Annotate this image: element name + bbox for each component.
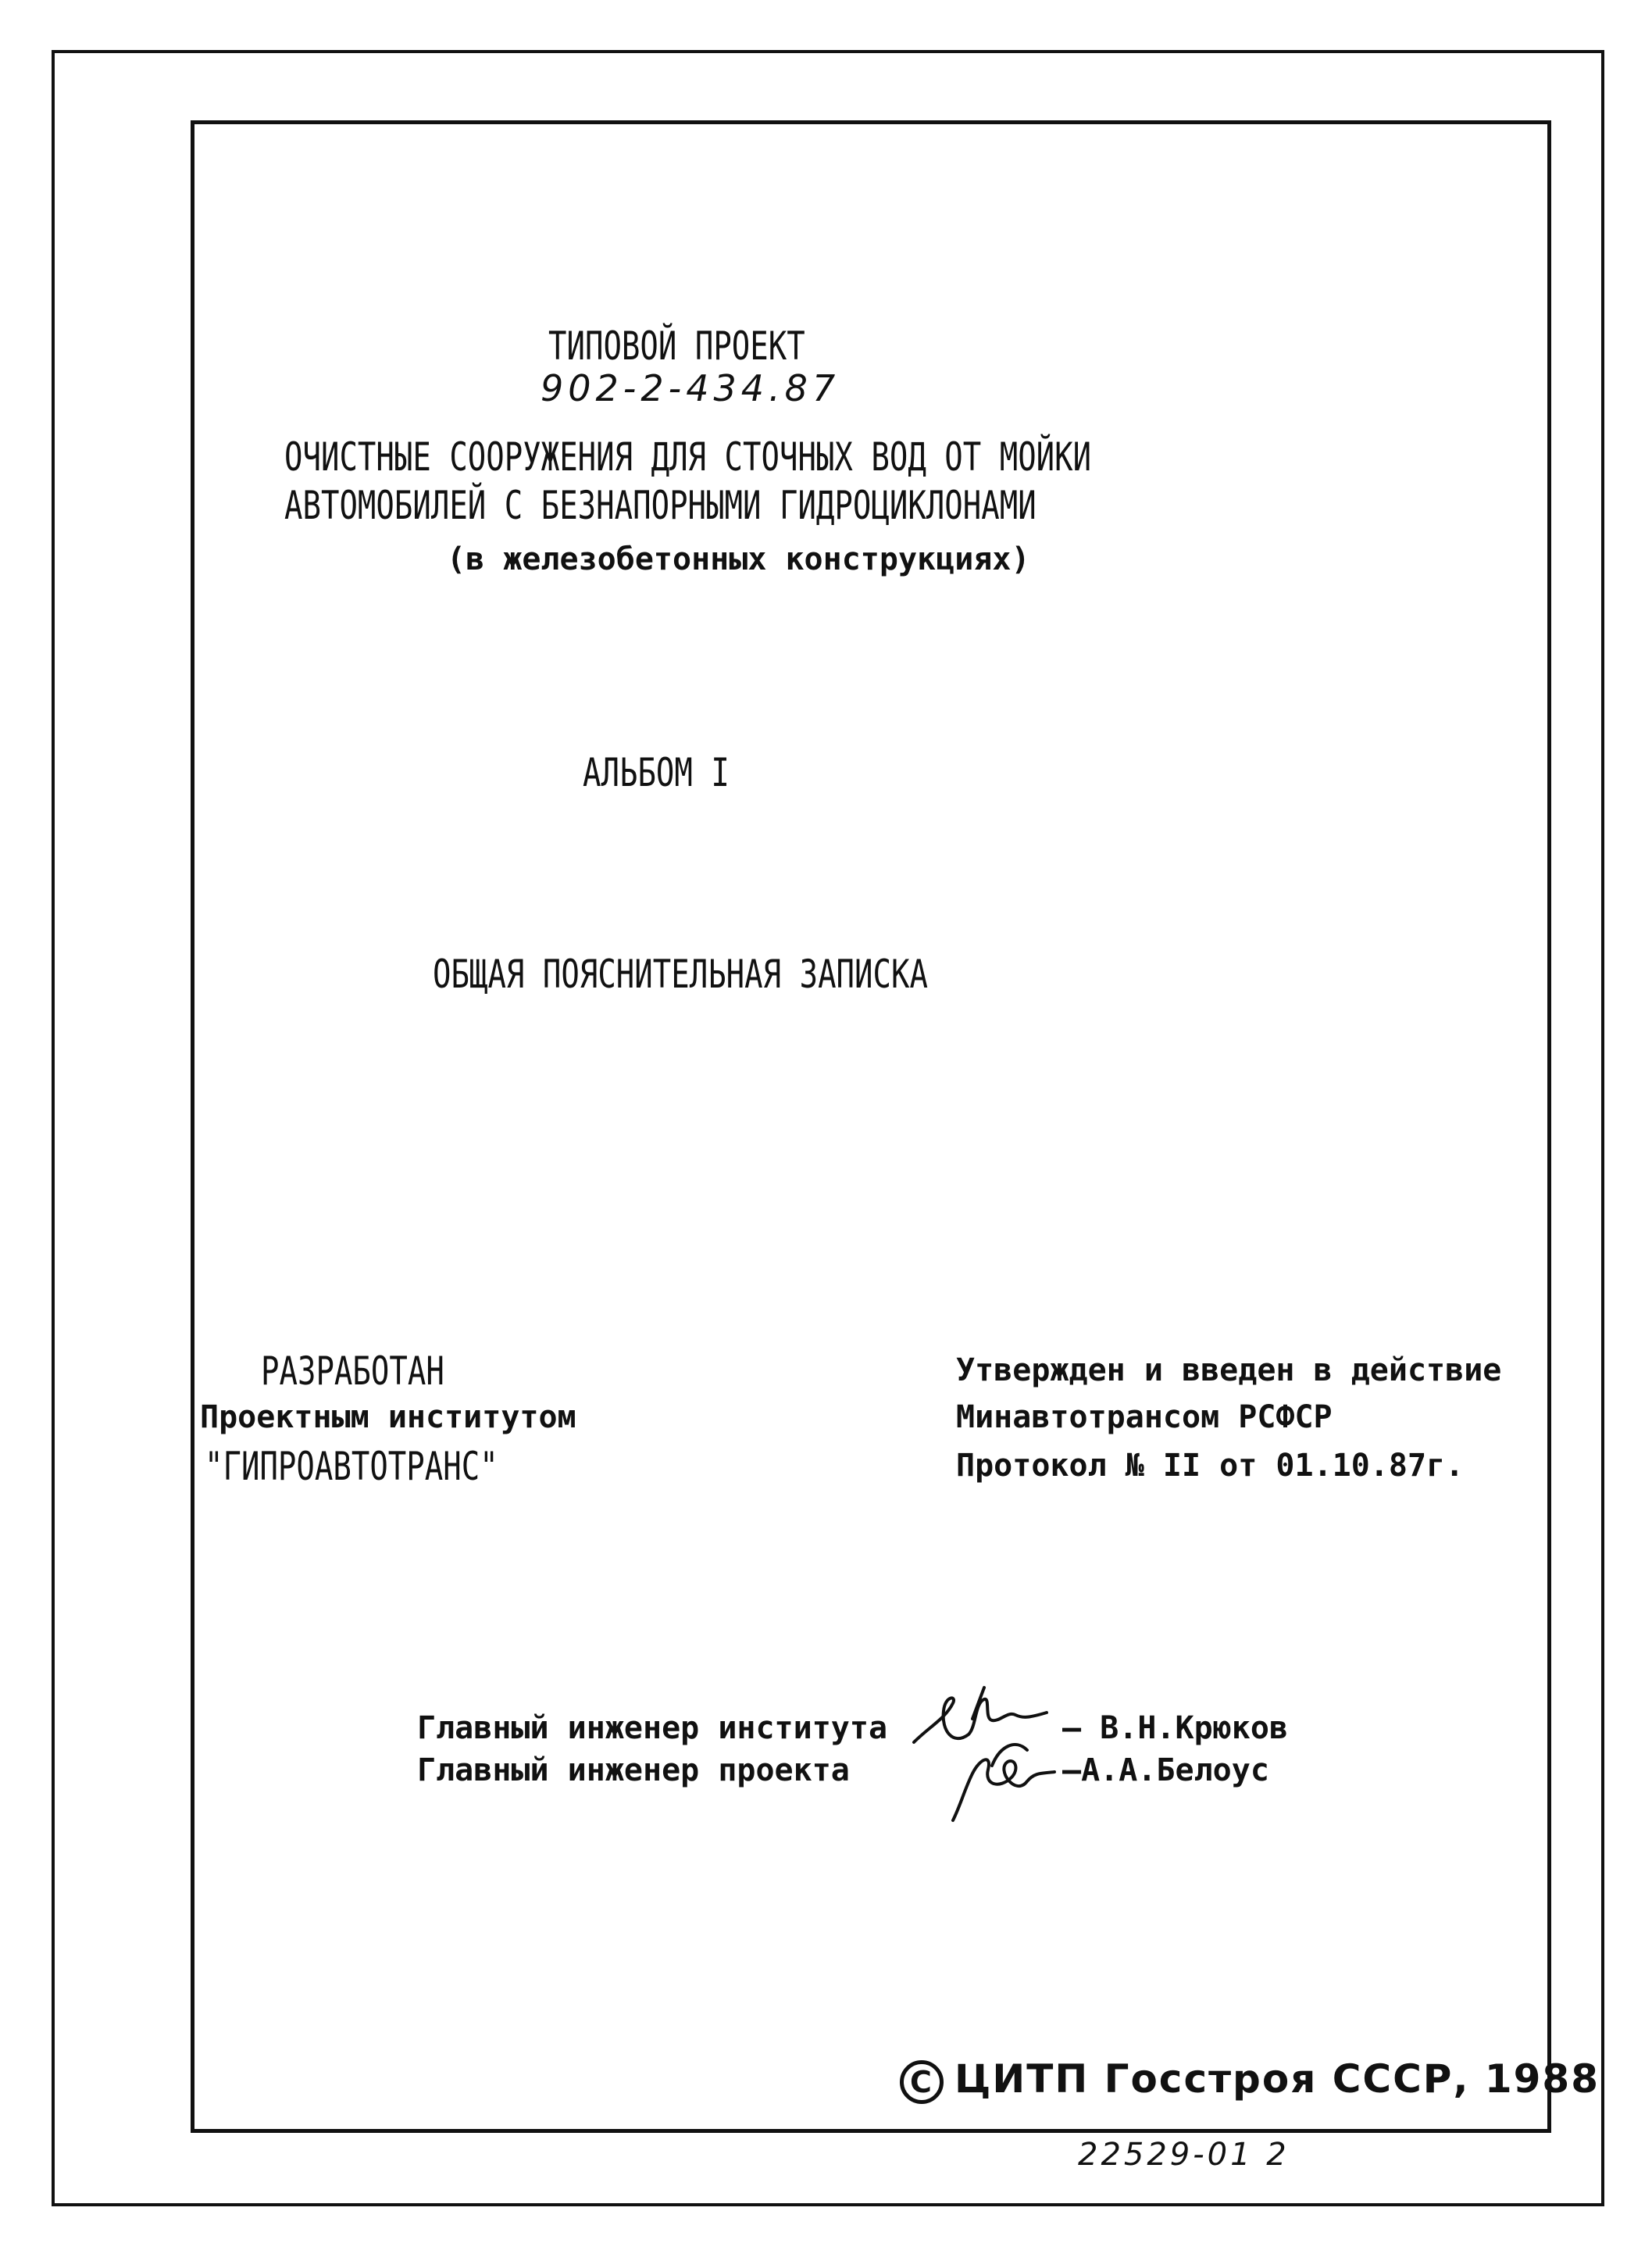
project-number: 902-2-434.87 (541, 367, 840, 409)
approved-line-1: Утвержден и введен в действие (956, 1352, 1502, 1388)
handwritten-signature (898, 1672, 1086, 1828)
copyright (900, 2056, 1600, 2104)
signature-name-1: — В.Н.Крюков (1062, 1710, 1288, 1746)
subtitle: (в железобетонных конструкциях) (447, 541, 1030, 577)
title-line-2: АВТОМОБИЛЕЙ С БЕЗНАПОРНЫМИ ГИДРОЦИКЛОНАМИ (284, 483, 1037, 528)
developed-line-1: Проектным институтом (200, 1399, 576, 1435)
copyright-text: ЦИТП Госстроя СССР, 1988 (954, 2056, 1600, 2102)
developed-line-2: "ГИПРОАВТОТРАНС" (205, 1444, 498, 1489)
album-number: АЛЬБОМ I (583, 750, 730, 795)
approved-line-3: Протокол № II от 01.10.87г. (956, 1448, 1465, 1484)
inner-frame (191, 120, 1551, 2133)
signature-role-1: Главный инженер института (417, 1710, 888, 1746)
title-line-1: ОЧИСТНЫЕ СООРУЖЕНИЯ ДЛЯ СТОЧНЫХ ВОД ОТ МОЙКИ (284, 434, 1092, 480)
developed-label: РАЗРАБОТАН (261, 1348, 444, 1394)
signature-name-2: —А.А.Белоус (1062, 1752, 1269, 1788)
project-type: ТИПОВОЙ ПРОЕКТ (548, 323, 805, 369)
copyright-icon: C (900, 2060, 944, 2104)
approved-line-2: Минавтотрансом РСФСР (956, 1399, 1333, 1435)
sheet-number: 22529-01 2 (1078, 2137, 1290, 2173)
document-title: ОБЩАЯ ПОЯСНИТЕЛЬНАЯ ЗАПИСКА (433, 952, 928, 997)
signature-role-2: Главный инженер проекта (417, 1752, 850, 1788)
